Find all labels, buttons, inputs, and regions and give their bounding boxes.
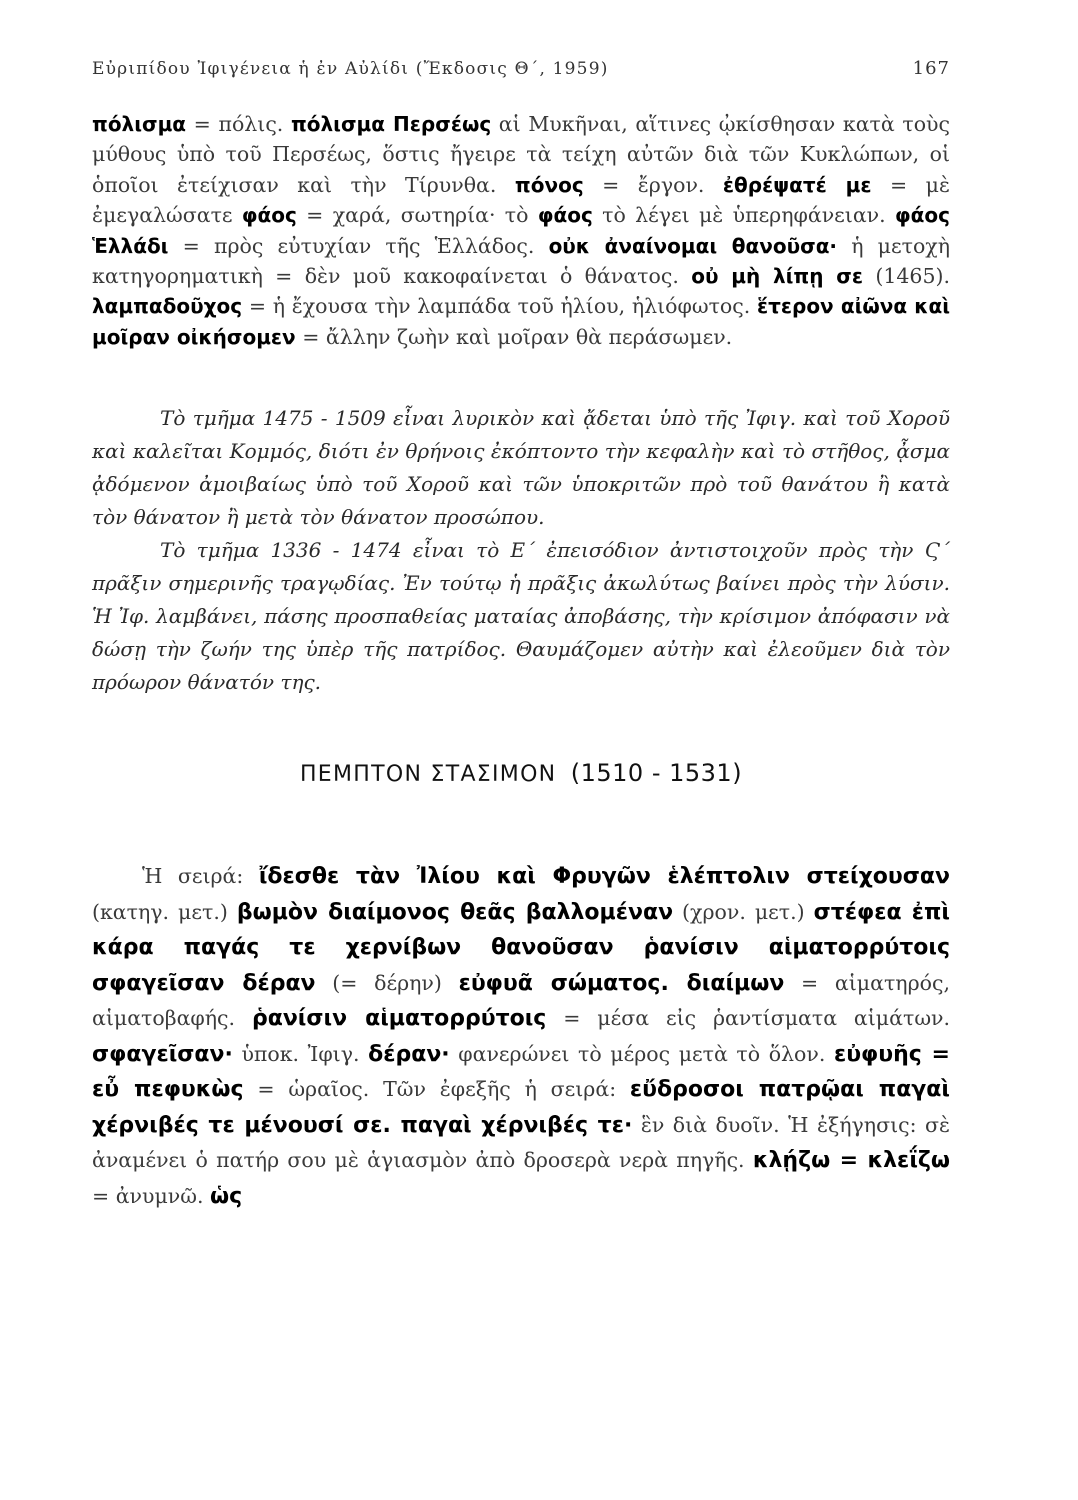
lemma-explanation: = ἔργον. (583, 172, 723, 197)
lemma-term: πόλισμα (92, 112, 187, 136)
lemma-term: βωμὸν διαίμονος θεᾶς βαλλομέναν (236, 899, 674, 925)
lemma-explanation: = ἀνυμνῶ. (92, 1183, 210, 1208)
section-line-range: (1510 - 1531) (570, 759, 743, 788)
lemma-term: οὐκ ἀναίνομαι θανοῦσα· (548, 233, 838, 258)
lemma-term: κλῄζω = κλεΐζω (752, 1148, 950, 1174)
lemma-term: λαμπαδοῦχος (92, 294, 243, 319)
lemma-explanation: = ἡ ἔχουσα τὴν λαμπάδα τοῦ ἡλίου, ἡλιόφωτος. (242, 294, 757, 319)
lemma-explanation: (χρον. μετ.) (673, 899, 814, 924)
lemma-term: ὡς (210, 1183, 243, 1209)
commentary-paragraph: Τὸ τμῆμα 1475 - 1509 εἶναι λυρικὸν καὶ ᾄδεται ὑπὸ τῆς Ἰφιγ. καὶ τοῦ Χοροῦ καὶ καλεῖται Κομμός, διότι ἐν θρήνοις ἐκόπτοντο τὴν κεφαλὴν καὶ τὸ στῆθος, ᾆσμα ᾀδόμενον ἀμοιβαίως ὑπὸ τοῦ Χοροῦ καὶ τῶν ὑποκριτῶν πρὸ τοῦ θανάτου ἢ κατὰ τὸν θάνατον ἢ μετὰ τὸν θάνατον προσώπου. (92, 406, 950, 530)
lemma-explanation: = μέσα εἰς ῥαντίσματα αἱμάτων. (546, 1006, 951, 1031)
lemma-term: ἕτερον αἰῶνα καὶ μοῖραν οἰκήσομεν (92, 294, 951, 349)
section-heading (92, 759, 950, 787)
page-number: 167 (912, 58, 950, 79)
lemma-explanation: = ἄλλην ζωὴν καὶ μοῖραν θὰ περάσωμεν. (295, 324, 733, 349)
lemma-term: πόνος (514, 172, 584, 197)
lemma-explanation: ἓν διὰ δυοῖν. Ἡ ἐξήγησις: σὲ ἀναμένει ὁ πατήρ σου μὲ ἁγιασμὸν ἀπὸ δροσερὰ νερὰ πηγῆς. (92, 1112, 950, 1173)
lemma-term: εὔδροσοι πατρῷαι παγαὶ χέρνιβές τε μένουσί σε. παγαὶ χέρνιβές τε· (92, 1077, 950, 1138)
lemma-explanation: = αἱματηρός, αἱματοβαφής. (92, 970, 950, 1031)
lemma-term: φάος Ἑλλάδι (92, 203, 950, 258)
lemma-explanation: = χαρά, σωτηρία· τὸ (296, 203, 538, 228)
lemma-explanation: = πρὸς εὐτυχίαν τῆς Ἑλλάδος. (168, 233, 549, 258)
lemma-term: πόλισμα Περσέως (290, 112, 492, 136)
lemma-explanation: αἱ Μυκῆναι, αἵτινες ᾠκίσθησαν κατὰ τοὺς μύθους ὑπὸ τοῦ Περσέως, ὅστις ἤγειρε τὰ τείχη αὐτῶν διὰ τῶν Κυκλώπων, οἱ ὁποῖοι ἐτείχισαν καὶ τὴν Τίρυνθα. (92, 112, 950, 197)
lemma-term: ἐθρέψατέ με (722, 172, 872, 197)
lemma-explanation: = ὡραῖος. Τῶν ἐφεξῆς ἡ σειρά: (243, 1077, 630, 1102)
lemma-term: δέραν· (368, 1041, 450, 1067)
lemma-term: ῥανίσιν αἱματορρύτοις (251, 1006, 547, 1032)
lemma-explanation: = μὲ ἐμεγαλώσατε (92, 172, 950, 228)
lemma-term: σφαγεῖσαν· (92, 1041, 233, 1067)
lemma-explanation: (= δέρην) (315, 970, 459, 995)
stasimon-glossary (92, 859, 950, 1214)
lemma-explanation: τὸ λέγει μὲ ὑπερηφάνειαν. (592, 203, 895, 228)
lemma-explanation: (1465). (862, 264, 951, 289)
lemma-term: ἴδεσθε τὰν Ἰλίου καὶ Φρυγῶν ἑλέπτολιν στείχουσαν (258, 864, 950, 890)
lemma-glossary (92, 109, 950, 352)
section-title: ΠΕΜΠΤΟΝ ΣΤΑΣΙΜΟΝ (299, 762, 557, 788)
running-head (92, 58, 950, 79)
lemma-explanation: = πόλις. (186, 112, 291, 136)
lemma-explanation: Ἡ σειρά: (142, 864, 259, 889)
lemma-term: φάος (537, 203, 593, 228)
lemma-explanation: ἡ μετοχὴ κατηγορηματικὴ = δὲν μοῦ κακοφαίνεται ὁ θάνατος. (92, 233, 950, 289)
lemma-term: στέφεα ἐπὶ κάρα παγάς τε χερνίβων θανοῦσαν ῥανίσιν αἱματορρύτοις σφαγεῖσαν δέραν (92, 899, 950, 996)
commentary-paragraph: Τὸ τμῆμα 1336 - 1474 εἶναι τὸ Ε΄ ἐπεισόδιον ἀντιστοιχοῦν πρὸς τὴν Ϛ΄ πρᾶξιν σημερινῆς τραγῳδίας. Ἐν τούτῳ ἡ πρᾶξις ἀκωλύτως βαίνει πρὸς τὴν λύσιν. Ἡ Ἰφ. λαμβάνει, πάσης προσπαθείας ματαίας ἀποβάσης, τὴν κρίσιμον ἀπόφασιν νὰ δώσῃ τὴν ζωήν της ὑπὲρ τῆς πατρίδος. Θαυμάζομεν αὐτὴν καὶ ἐλεοῦμεν διὰ τὸν πρόωρον θάνατόν της. (92, 538, 950, 695)
lemma-term: εὐφυῆς = εὖ πεφυκὼς (92, 1041, 950, 1103)
running-title: Εὐριπίδου Ἰφιγένεια ἡ ἐν Αὐλίδι (Ἔκδοσις Θ΄, 1959) (92, 59, 609, 79)
lemma-explanation: ὑποκ. Ἰφιγ. (232, 1041, 369, 1066)
lemma-term: φάος (241, 203, 297, 228)
lemma-term: οὐ μὴ λίπῃ σε (691, 264, 863, 289)
lemma-explanation: φανερώνει τὸ μέρος μετὰ τὸ ὅλον. (449, 1041, 834, 1066)
commentary-block (92, 402, 950, 699)
lemma-explanation: (κατηγ. μετ.) (92, 899, 237, 924)
lemma-term: εὐφυᾶ σώματος. διαίμων (458, 970, 785, 996)
